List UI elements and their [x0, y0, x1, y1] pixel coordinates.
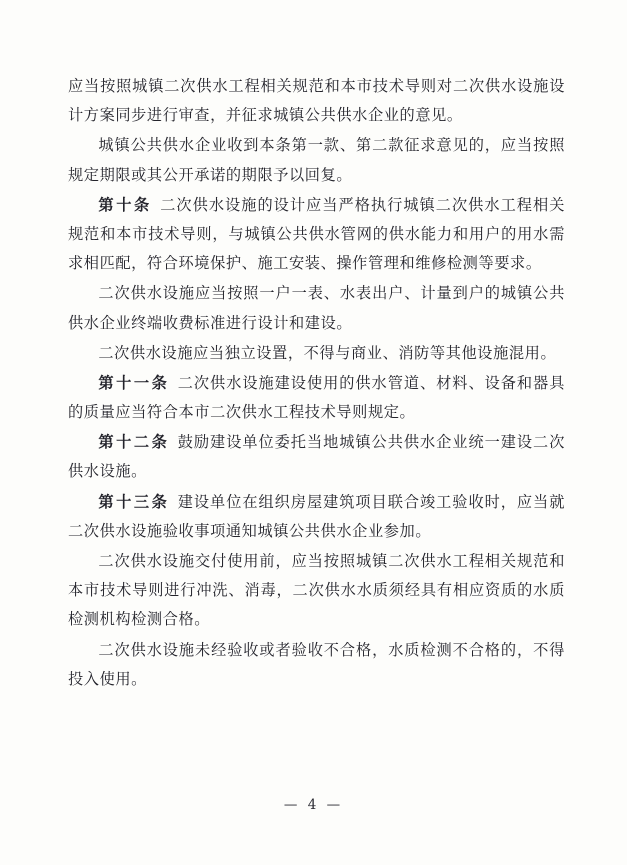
paragraph-text: 二次供水设施的设计应当严格执行城镇二次供水工程相关规范和本市技术导则，与城镇公共供水管网的供水能力和用户的用水需求相匹配，符合环境保护、施工安装、操作管理和维修检测等要求。 [68, 195, 565, 273]
paragraph-text: 二次供水设施应当独立设置，不得与商业、消防等其他设施混用。 [98, 343, 557, 362]
paragraph [68, 72, 565, 130]
paragraph-text: 建设单位在组织房屋建筑项目联合竣工验收时，应当就二次供水设施验收事项通知城镇公共供水企业参加。 [68, 492, 565, 540]
paragraph [68, 339, 565, 368]
paragraph-text: 城镇公共供水企业收到本条第一款、第二款征求意见的，应当按照规定期限或其公开承诺的期限予以回复。 [68, 136, 565, 184]
article-label: 第十条 [98, 195, 152, 214]
article-label: 第十三条 [98, 492, 170, 511]
paragraph-text: 二次供水设施建设使用的供水管道、材料、设备和器具的质量应当符合本市二次供水工程技术导则规定。 [68, 373, 565, 422]
paragraph-text: 二次供水设施应当按照一户一表、水表出户、计量到户的城镇公共供水企业终端收费标准进行设计和建设。 [68, 284, 565, 332]
paragraph [68, 547, 565, 635]
paragraph-article-13 [68, 488, 565, 546]
paragraph-article-11 [68, 369, 565, 427]
paragraph-text: 应当按照城镇二次供水工程相关规范和本市技术导则对二次供水设施设计方案同步进行审查，并征求城镇公共供水企业的意见。 [68, 77, 565, 125]
paragraph-text: 二次供水设施未经验收或者验收不合格，水质检测不合格的，不得投入使用。 [68, 640, 565, 688]
paragraph [68, 279, 565, 337]
page-number: — 4 — [283, 797, 344, 813]
paragraph [68, 131, 565, 189]
paragraph-text: 鼓励建设单位委托当地城镇公共供水企业统一建设二次供水设施。 [68, 433, 565, 481]
paragraph [68, 636, 565, 694]
paragraph-article-10 [68, 191, 565, 279]
paragraph-article-12 [68, 428, 565, 486]
paragraph-text: 二次供水设施交付使用前，应当按照城镇二次供水工程相关规范和本市技术导则进行冲洗、消毒，二次供水水质须经具有相应资质的水质检测机构检测合格。 [68, 552, 565, 629]
document-body [68, 72, 565, 694]
article-label: 第十二条 [98, 433, 170, 452]
article-label: 第十一条 [98, 373, 170, 392]
